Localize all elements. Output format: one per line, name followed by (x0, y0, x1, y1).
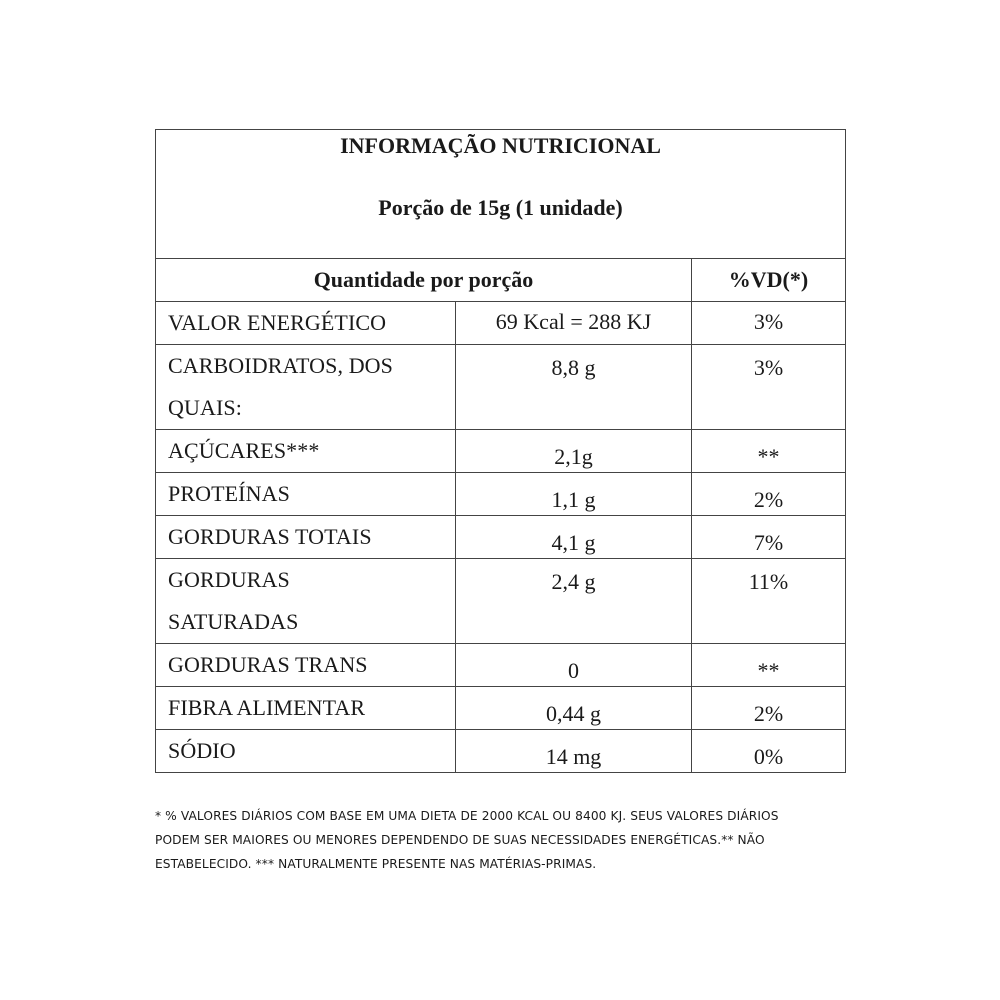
nutrient-name: SÓDIO (156, 730, 456, 773)
nutrient-amount: 0 (456, 644, 692, 687)
column-header-vd: %VD(*) (692, 259, 846, 302)
nutrient-vd: 11% (692, 559, 846, 644)
nutrition-facts-table (155, 129, 846, 773)
table-row (156, 345, 846, 430)
table-row (156, 430, 846, 473)
table-title-cell (156, 130, 846, 259)
nutrient-vd: 2% (692, 473, 846, 516)
nutrient-name: FIBRA ALIMENTAR (156, 687, 456, 730)
footnote-line: * % VALORES DIÁRIOS COM BASE EM UMA DIETA DE 2000 KCAL OU 8400 KJ. SEUS VALORES DIÁRIOS (155, 809, 779, 823)
nutrient-vd: 0% (692, 730, 846, 773)
nutrient-amount: 1,1 g (456, 473, 692, 516)
table-row (156, 516, 846, 559)
footnote-line: ESTABELECIDO. *** NATURALMENTE PRESENTE NAS MATÉRIAS-PRIMAS. (155, 857, 597, 871)
table-row (156, 730, 846, 773)
nutrient-amount: 4,1 g (456, 516, 692, 559)
nutrient-vd: 7% (692, 516, 846, 559)
nutrient-amount: 2,4 g (456, 559, 692, 644)
nutrient-amount: 14 mg (456, 730, 692, 773)
nutrient-name: GORDURAS TRANS (156, 644, 456, 687)
nutrient-vd: 3% (692, 345, 846, 430)
nutrient-amount: 8,8 g (456, 345, 692, 430)
nutrient-vd: 2% (692, 687, 846, 730)
column-header-quantity: Quantidade por porção (156, 259, 692, 302)
nutrient-amount: 0,44 g (456, 687, 692, 730)
nutrient-name: PROTEÍNAS (156, 473, 456, 516)
table-row (156, 473, 846, 516)
nutrient-name: VALOR ENERGÉTICO (156, 302, 456, 345)
nutrient-amount: 69 Kcal = 288 KJ (456, 302, 692, 345)
nutrient-vd: 3% (692, 302, 846, 345)
table-title: INFORMAÇÃO NUTRICIONAL (340, 133, 661, 158)
nutrient-name: GORDURAS TOTAIS (156, 516, 456, 559)
nutrient-name: GORDURAS SATURADAS (156, 559, 456, 644)
footnote-line: PODEM SER MAIORES OU MENORES DEPENDENDO DE SUAS NECESSIDADES ENERGÉTICAS.** NÃO (155, 833, 765, 847)
serving-size: Porção de 15g (1 unidade) (378, 195, 623, 220)
table-row (156, 644, 846, 687)
footnote (155, 804, 855, 876)
nutrient-name: CARBOIDRATOS, DOS QUAIS: (156, 345, 456, 430)
table-row (156, 559, 846, 644)
nutrient-vd: ** (692, 644, 846, 687)
table-row (156, 687, 846, 730)
nutrient-name: AÇÚCARES*** (156, 430, 456, 473)
nutrient-amount: 2,1g (456, 430, 692, 473)
nutrient-vd: ** (692, 430, 846, 473)
table-row (156, 302, 846, 345)
